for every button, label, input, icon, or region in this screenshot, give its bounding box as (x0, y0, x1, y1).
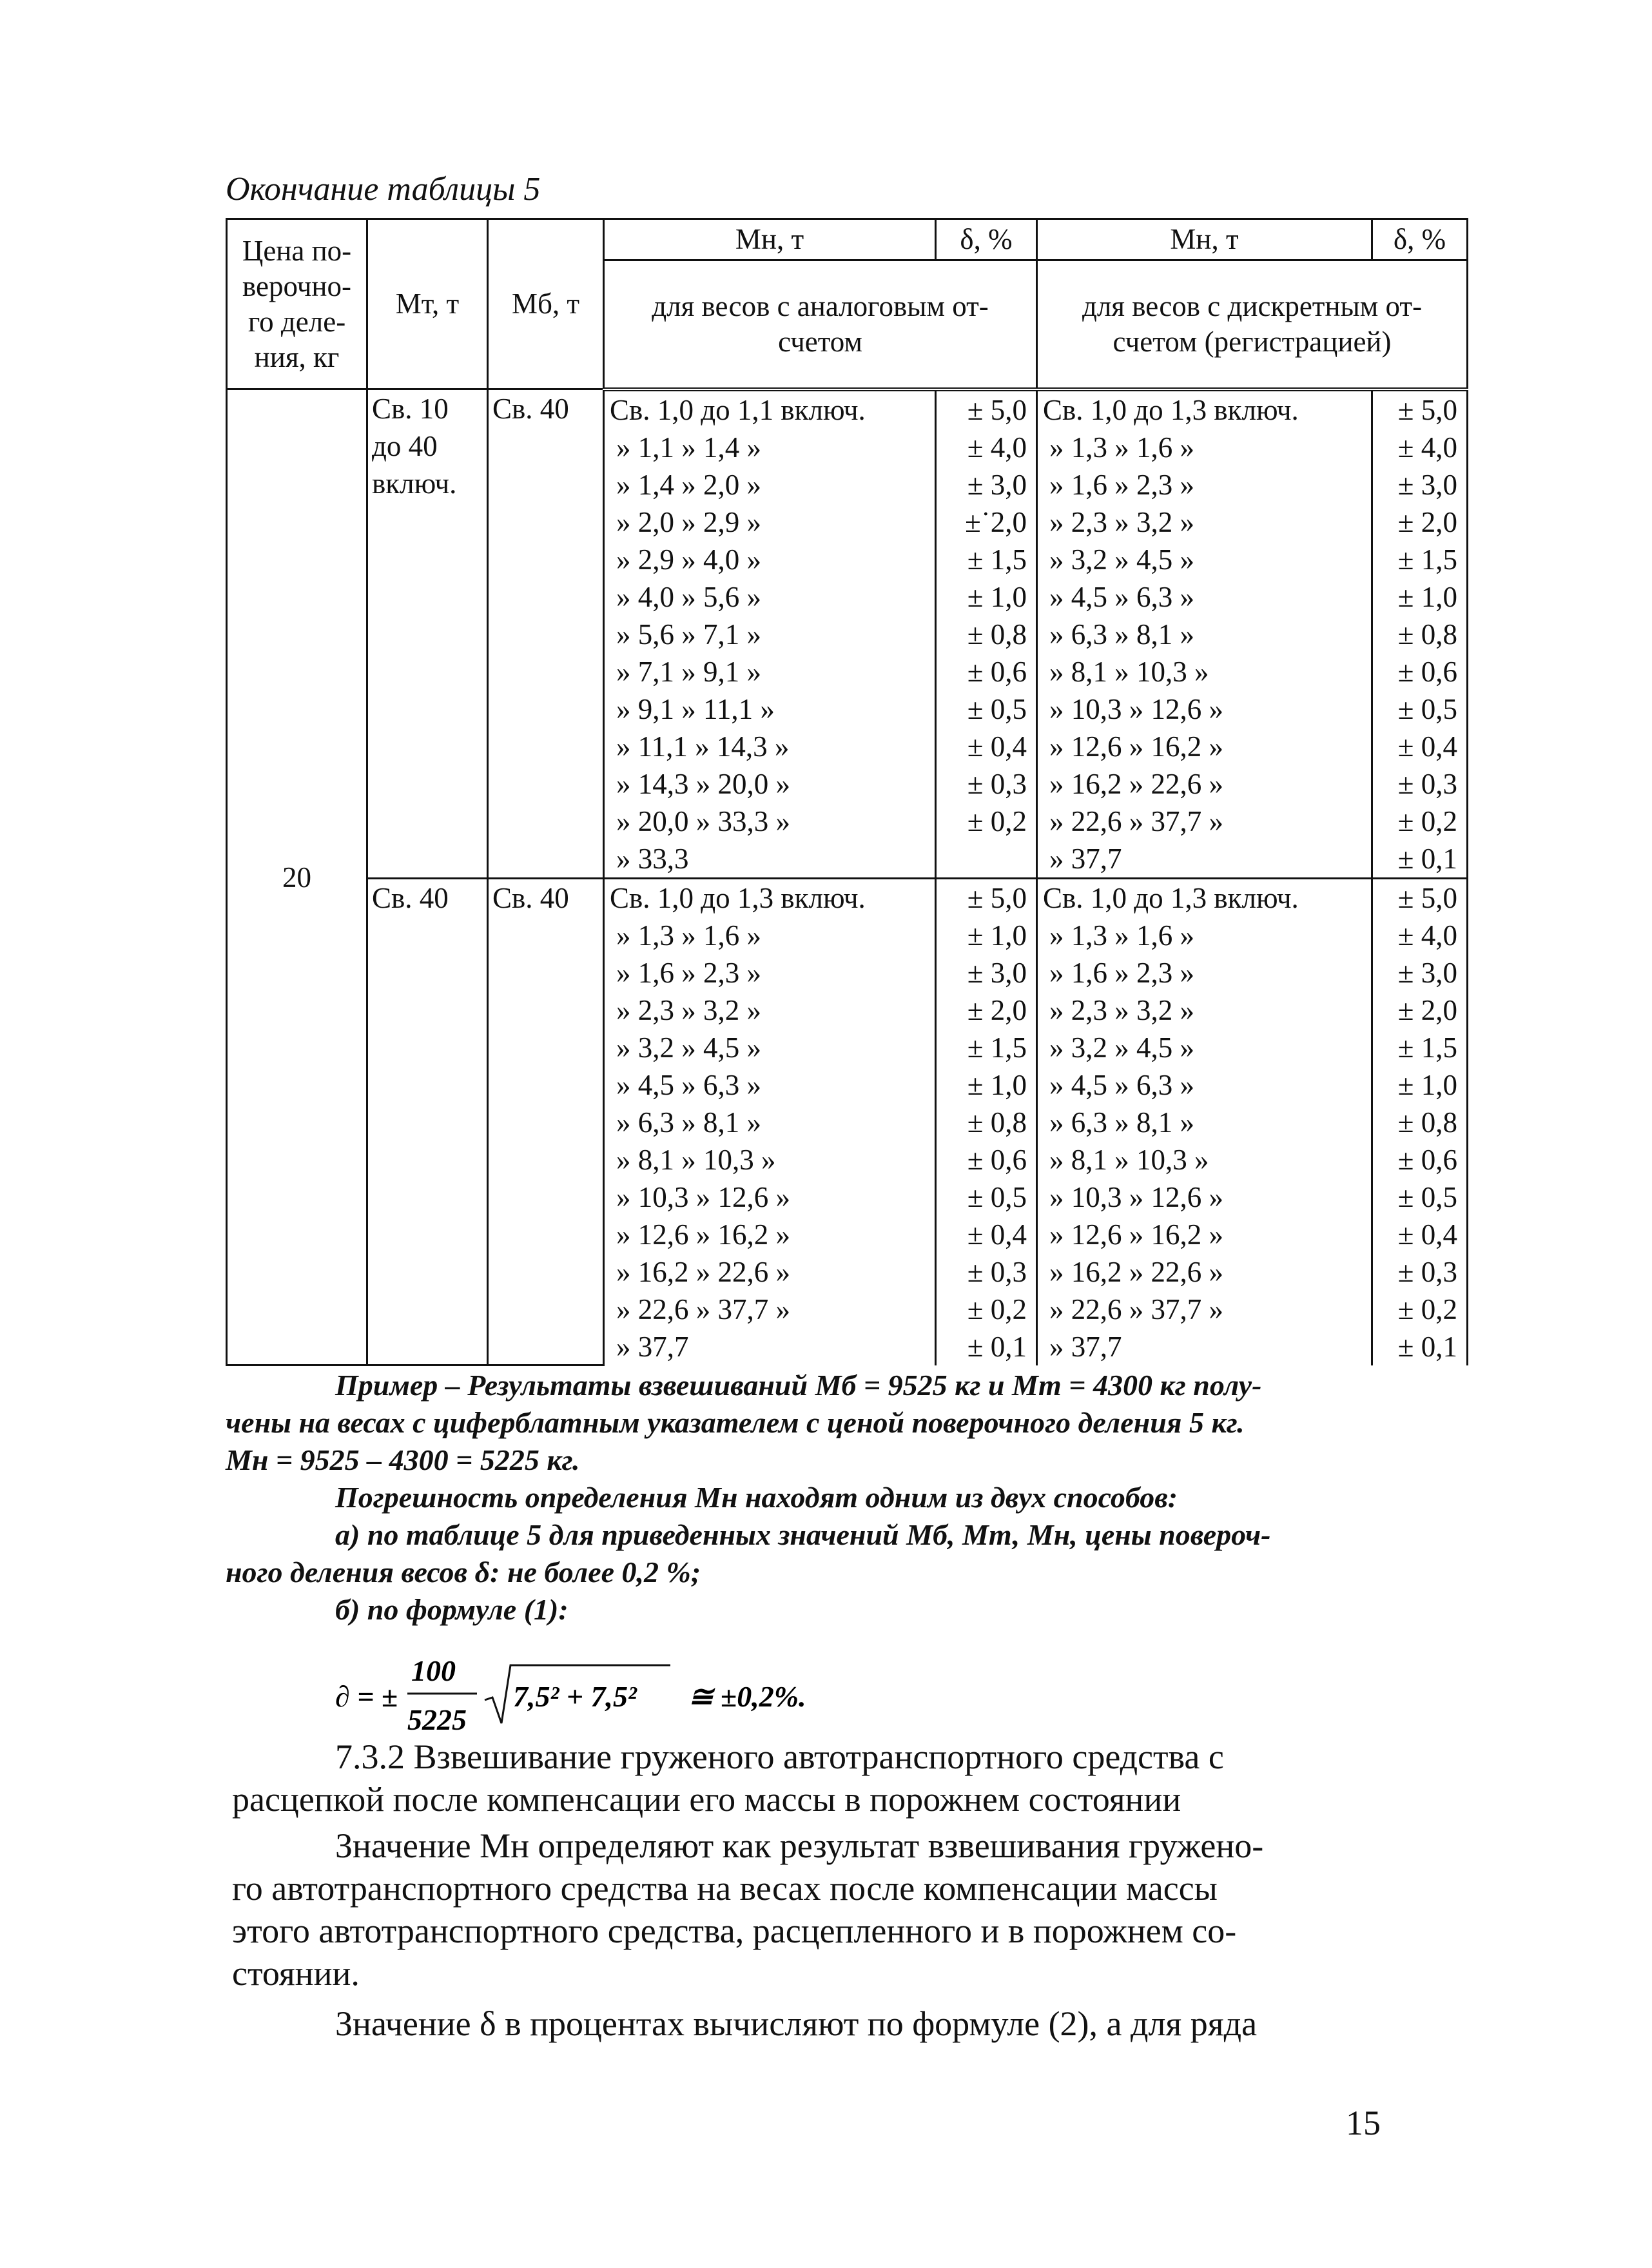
analog-delta-cell: ± 1,0 (936, 917, 1037, 954)
discrete-range-cell: » 22,6 » 37,7 » (1037, 1291, 1372, 1328)
discrete-range-cell: » 2,3 » 3,2 » (1037, 503, 1372, 541)
discrete-delta-cell: ± 4,0 (1372, 917, 1468, 954)
mt-cell (367, 389, 488, 879)
analog-delta-cell: ± 0,2 (936, 1291, 1037, 1328)
header-discrete-line-1: для весов с дискретным от- (1082, 289, 1423, 322)
page-number: 15 (1346, 2104, 1381, 2142)
analog-range-cell: » 6,3 » 8,1 » (604, 1104, 936, 1141)
analog-delta-cell: ± 5,0 (936, 878, 1037, 917)
analog-range-cell: » 16,2 » 22,6 » (604, 1253, 936, 1291)
discrete-range-cell: » 6,3 » 8,1 » (1037, 616, 1372, 653)
analog-delta-cell: ± 3,0 (936, 466, 1037, 503)
analog-range-cell: » 1,4 » 2,0 » (604, 466, 936, 503)
discrete-range-cell: Св. 1,0 до 1,3 включ. (1037, 878, 1372, 917)
discrete-delta-cell: ± 0,8 (1372, 616, 1468, 653)
analog-range-cell: » 12,6 » 16,2 » (604, 1216, 936, 1253)
analog-range-cell: » 2,3 » 3,2 » (604, 992, 936, 1029)
discrete-delta-cell: ± 5,0 (1372, 389, 1468, 429)
cena-value-cell: 20 (227, 389, 367, 1365)
analog-delta-cell: ± 0,3 (936, 1253, 1037, 1291)
discrete-range-cell: » 3,2 » 4,5 » (1037, 541, 1372, 578)
discrete-delta-cell: ± 0,5 (1372, 690, 1468, 728)
discrete-range-cell: » 37,7 (1037, 1328, 1372, 1365)
example-line-2: чены на весах с циферблатным указателем с ценой поверочного деления 5 кг. (226, 1406, 1245, 1439)
discrete-delta-cell: ± 0,3 (1372, 765, 1468, 803)
discrete-delta-cell: ± 1,0 (1372, 1066, 1468, 1104)
example-line-7: б) по формуле (1): (335, 1593, 568, 1626)
weighing-error-table (226, 218, 1468, 1366)
para-2-line-3: этого автотранспортного средства, расцепленного и в порожнем со- (232, 1911, 1237, 1950)
header-analog-line-1: для весов с аналоговым от- (652, 289, 989, 322)
analog-range-cell: » 9,1 » 11,1 » (604, 690, 936, 728)
discrete-delta-cell: ± 3,0 (1372, 954, 1468, 992)
discrete-range-cell: » 37,7 (1037, 840, 1372, 879)
discrete-delta-cell: ± 0,1 (1372, 840, 1468, 879)
analog-delta-cell: ± 0,5 (936, 690, 1037, 728)
header-mn-analog: Мн, т (604, 219, 936, 260)
analog-delta-cell: ± 0,2 (936, 803, 1037, 840)
analog-delta-cell: ± 1,0 (936, 1066, 1037, 1104)
analog-range-cell: » 7,1 » 9,1 » (604, 653, 936, 690)
analog-range-cell: » 1,6 » 2,3 » (604, 954, 936, 992)
formula-radicand: 7,5² + 7,5² (513, 1680, 637, 1713)
discrete-delta-cell: ± 2,0 (1372, 503, 1468, 541)
example-line-1: Пример – Результаты взвешиваний Мб = 9525 кг и Мт = 4300 кг полу- (335, 1369, 1262, 1402)
para-3-line-1: Значение δ в процентах вычисляют по формуле (2), а для ряда (335, 2004, 1258, 2043)
discrete-range-cell: » 12,6 » 16,2 » (1037, 1216, 1372, 1253)
analog-delta-cell: ± 3,0 (936, 954, 1037, 992)
discrete-delta-cell: ± 0,5 (1372, 1178, 1468, 1216)
header-delta-analog: δ, % (936, 219, 1037, 260)
analog-delta-cell: ± 4,0 (936, 429, 1037, 466)
header-cena-line-3: го деле- (248, 305, 346, 338)
discrete-range-cell: » 4,5 » 6,3 » (1037, 1066, 1372, 1104)
header-cena-line-4: ния, кг (254, 340, 340, 373)
discrete-delta-cell: ± 1,5 (1372, 1029, 1468, 1066)
analog-delta-cell: ± 0,1 (936, 1328, 1037, 1365)
formula-denominator: 5225 (407, 1703, 467, 1736)
discrete-range-cell: » 12,6 » 16,2 » (1037, 728, 1372, 765)
analog-range-cell: Св. 1,0 до 1,1 включ. (604, 389, 936, 429)
mb-cell: Св. 40 (488, 389, 604, 879)
discrete-delta-cell: ± 4,0 (1372, 429, 1468, 466)
analog-delta-cell: ±˙2,0 (936, 503, 1037, 541)
discrete-delta-cell: ± 0,6 (1372, 653, 1468, 690)
para-2-line-1: Значение Мн определяют как результат взвешивания гружено- (335, 1826, 1264, 1865)
header-analog (604, 260, 1037, 389)
analog-range-cell: » 2,9 » 4,0 » (604, 541, 936, 578)
mb-cell: Св. 40 (488, 878, 604, 1365)
analog-range-cell: » 37,7 (604, 1328, 936, 1365)
analog-range-cell: » 5,6 » 7,1 » (604, 616, 936, 653)
analog-delta-cell: ± 5,0 (936, 389, 1037, 429)
analog-delta-cell: ± 2,0 (936, 992, 1037, 1029)
discrete-range-cell: » 22,6 » 37,7 » (1037, 803, 1372, 840)
discrete-range-cell: Св. 1,0 до 1,3 включ. (1037, 389, 1372, 429)
example-line-4: Погрешность определения Мн находят одним из двух способов: (335, 1481, 1178, 1514)
discrete-range-cell: » 4,5 » 6,3 » (1037, 578, 1372, 616)
analog-range-cell: Св. 1,0 до 1,3 включ. (604, 878, 936, 917)
discrete-delta-cell: ± 2,0 (1372, 992, 1468, 1029)
analog-delta-cell: ± 0,8 (936, 616, 1037, 653)
header-cena-line-2: верочно- (242, 269, 351, 302)
analog-delta-cell: ± 0,8 (936, 1104, 1037, 1141)
analog-delta-cell: ± 0,4 (936, 1216, 1037, 1253)
discrete-delta-cell: ± 0,6 (1372, 1141, 1468, 1178)
formula-lhs: ∂ = ± (335, 1680, 398, 1713)
discrete-range-cell: » 8,1 » 10,3 » (1037, 653, 1372, 690)
discrete-range-cell: » 3,2 » 4,5 » (1037, 1029, 1372, 1066)
header-mn-discrete: Мн, т (1037, 219, 1372, 260)
para-7-3-2-line-2: расцепкой после компенсации его массы в порожнем состоянии (232, 1780, 1181, 1819)
discrete-delta-cell: ± 5,0 (1372, 878, 1468, 917)
discrete-delta-cell: ± 0,8 (1372, 1104, 1468, 1141)
discrete-delta-cell: ± 0,2 (1372, 1291, 1468, 1328)
discrete-delta-cell: ± 1,0 (1372, 578, 1468, 616)
header-mb: Мб, т (488, 219, 604, 389)
table-row (227, 878, 1468, 917)
analog-range-cell: » 3,2 » 4,5 » (604, 1029, 936, 1066)
header-discrete (1037, 260, 1468, 389)
analog-range-cell: » 14,3 » 20,0 » (604, 765, 936, 803)
discrete-range-cell: » 1,6 » 2,3 » (1037, 466, 1372, 503)
discrete-delta-cell: ± 0,4 (1372, 1216, 1468, 1253)
discrete-delta-cell: ± 0,2 (1372, 803, 1468, 840)
header-cena (227, 219, 367, 389)
analog-delta-cell: ± 0,6 (936, 653, 1037, 690)
para-2-line-2: го автотранспортного средства на весах после компенсации массы (232, 1869, 1218, 1908)
mt-line: до 40 (372, 430, 438, 462)
analog-delta-cell: ± 0,5 (936, 1178, 1037, 1216)
analog-delta-cell (936, 840, 1037, 879)
para-7-3-2-line-1: 7.3.2 Взвешивание груженого автотранспортного средства с (335, 1737, 1224, 1776)
analog-range-cell: » 4,5 » 6,3 » (604, 1066, 936, 1104)
header-discrete-line-2: счетом (регистрацией) (1113, 325, 1392, 358)
analog-range-cell: » 33,3 (604, 840, 936, 879)
analog-range-cell: » 22,6 » 37,7 » (604, 1291, 936, 1328)
analog-range-cell: » 2,0 » 2,9 » (604, 503, 936, 541)
discrete-range-cell: » 10,3 » 12,6 » (1037, 1178, 1372, 1216)
analog-delta-cell: ± 1,5 (936, 541, 1037, 578)
mt-line: включ. (372, 467, 457, 500)
header-analog-line-2: счетом (778, 325, 862, 358)
discrete-delta-cell: ± 1,5 (1372, 541, 1468, 578)
analog-range-cell: » 1,3 » 1,6 » (604, 917, 936, 954)
example-line-6: ного деления весов δ: не более 0,2 %; (226, 1556, 701, 1589)
mt-line: Св. 10 (372, 393, 449, 425)
discrete-delta-cell: ± 3,0 (1372, 466, 1468, 503)
discrete-range-cell: » 16,2 » 22,6 » (1037, 1253, 1372, 1291)
discrete-range-cell: » 8,1 » 10,3 » (1037, 1141, 1372, 1178)
analog-range-cell: » 8,1 » 10,3 » (604, 1141, 936, 1178)
analog-range-cell: » 11,1 » 14,3 » (604, 728, 936, 765)
discrete-range-cell: » 2,3 » 3,2 » (1037, 992, 1372, 1029)
analog-range-cell: » 10,3 » 12,6 » (604, 1178, 936, 1216)
table-caption: Окончание таблицы 5 (226, 171, 541, 208)
discrete-delta-cell: ± 0,3 (1372, 1253, 1468, 1291)
header-delta-discrete: δ, % (1372, 219, 1468, 260)
discrete-range-cell: » 16,2 » 22,6 » (1037, 765, 1372, 803)
discrete-range-cell: » 6,3 » 8,1 » (1037, 1104, 1372, 1141)
discrete-delta-cell: ± 0,4 (1372, 728, 1468, 765)
analog-range-cell: » 4,0 » 5,6 » (604, 578, 936, 616)
discrete-delta-cell: ± 0,1 (1372, 1328, 1468, 1365)
analog-range-cell: » 20,0 » 33,3 » (604, 803, 936, 840)
formula-rhs: ≅ ±0,2%. (688, 1680, 806, 1713)
header-mt: Мт, т (367, 219, 488, 389)
header-cena-line-1: Цена по- (242, 234, 352, 267)
formula-numerator: 100 (411, 1654, 456, 1687)
analog-delta-cell: ± 1,0 (936, 578, 1037, 616)
table-row (227, 389, 1468, 429)
discrete-range-cell: » 10,3 » 12,6 » (1037, 690, 1372, 728)
mt-cell: Св. 40 (367, 878, 488, 1365)
example-line-3: Мн = 9525 – 4300 = 5225 кг. (226, 1443, 580, 1476)
analog-delta-cell: ± 1,5 (936, 1029, 1037, 1066)
discrete-range-cell: » 1,3 » 1,6 » (1037, 429, 1372, 466)
para-2-line-4: стоянии. (232, 1954, 360, 1993)
analog-delta-cell: ± 0,3 (936, 765, 1037, 803)
analog-delta-cell: ± 0,4 (936, 728, 1037, 765)
analog-range-cell: » 1,1 » 1,4 » (604, 429, 936, 466)
discrete-range-cell: » 1,3 » 1,6 » (1037, 917, 1372, 954)
analog-delta-cell: ± 0,6 (936, 1141, 1037, 1178)
formula-graphic (335, 1647, 915, 1744)
discrete-range-cell: » 1,6 » 2,3 » (1037, 954, 1372, 992)
example-line-5: а) по таблице 5 для приведенных значений Мб, Мт, Мн, цены повероч- (335, 1518, 1271, 1551)
